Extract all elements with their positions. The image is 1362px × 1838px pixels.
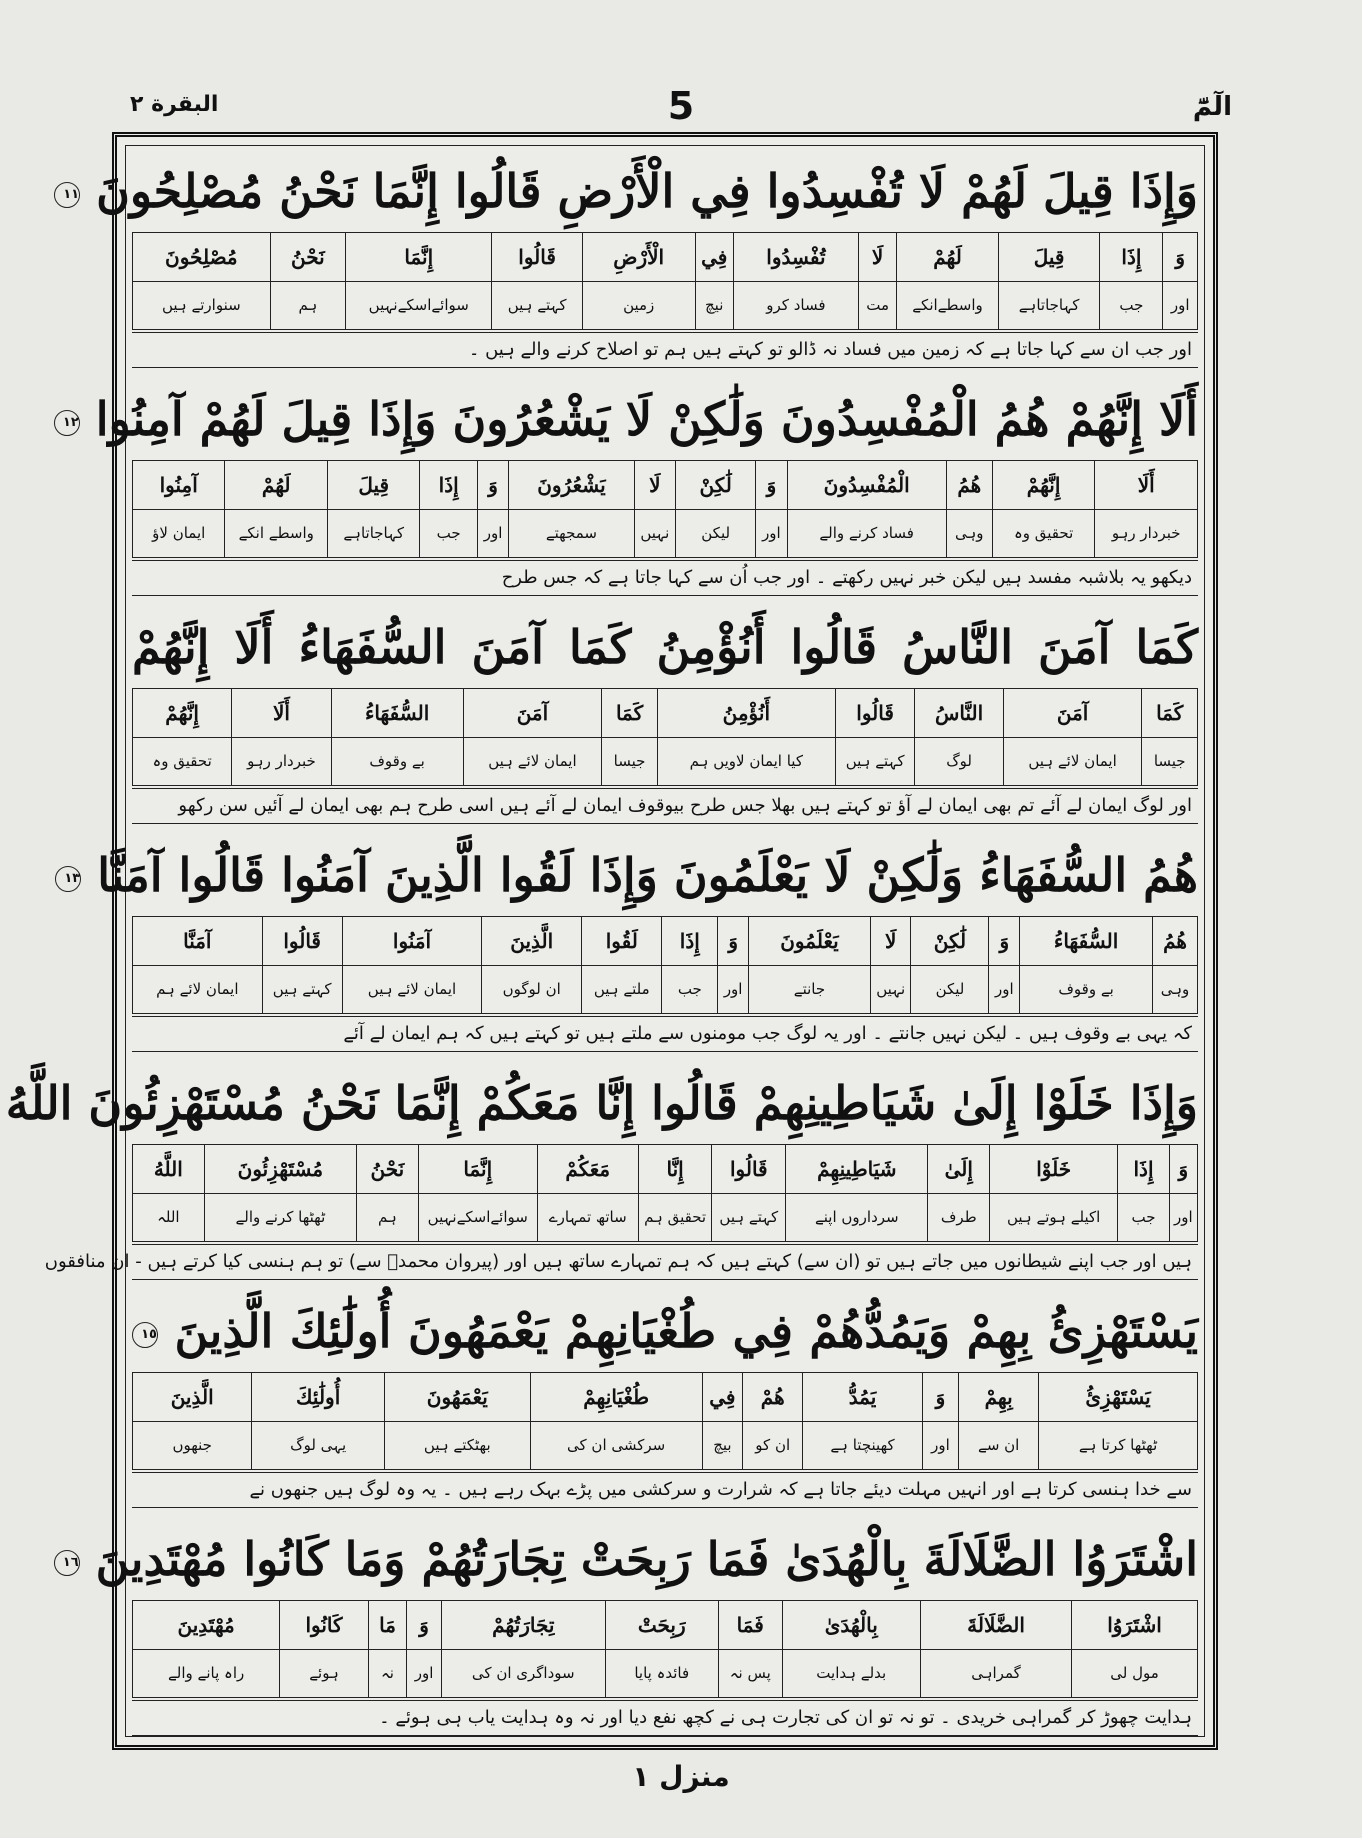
word-arabic: آمَنُوا <box>343 917 482 966</box>
word-urdu-meaning: اور <box>483 524 503 543</box>
arabic-verse <box>5 1064 1198 1142</box>
arabic-verse-text: اشْتَرَوُا الضَّلَالَةَ بِالْهُدَىٰ فَمَا رَبِحَتْ تِجَارَتُهُمْ وَمَا كَانُوا مُهْتَدِينَ <box>95 1532 1198 1586</box>
word-urdu-meaning: فساد کرنے والے <box>819 524 914 543</box>
word-arabic: وَ <box>1163 233 1197 282</box>
word-cell <box>989 1145 1117 1241</box>
urdu-translation: کہ یہی بے وقوف ہیں ۔ لیکن نہیں جانتے ۔ اور یہ لوگ جب مومنوں سے ملتے ہیں تو کہتے ہیں کہ ہم ایمان لے آئے <box>132 1016 1198 1052</box>
word-urdu-meaning: راہ پانے والے <box>168 1664 245 1683</box>
word-cell <box>133 917 262 1013</box>
word-urdu-meaning: مت <box>866 296 889 315</box>
arabic-verse <box>132 608 1198 686</box>
word-arabic: مُصْلِحُونَ <box>133 233 270 282</box>
word-urdu-meaning: کیا ایمان لاویں ہم <box>689 752 803 771</box>
word-cell <box>582 233 695 329</box>
word-cell <box>279 1601 368 1697</box>
verse-section <box>63 152 1204 380</box>
word-urdu-meaning: نہیں <box>876 980 906 999</box>
word-arabic: إِذَا <box>420 461 476 510</box>
word-urdu-meaning: ہم <box>298 296 318 315</box>
arabic-verse <box>62 1520 1198 1598</box>
word-cell <box>508 461 633 557</box>
word-arabic: لَٰكِنْ <box>676 461 755 510</box>
word-arabic: وَ <box>718 917 748 966</box>
word-arabic: يَعْلَمُونَ <box>749 917 870 966</box>
word-cell <box>481 917 581 1013</box>
arabic-verse <box>62 380 1198 458</box>
word-arabic: كَمَا <box>1142 689 1197 738</box>
word-arabic: إِنَّا <box>639 1145 712 1194</box>
word-arabic: قَالُوا <box>263 917 342 966</box>
word-urdu-meaning: لیکن <box>701 524 731 543</box>
word-arabic: كَانُوا <box>280 1601 368 1650</box>
word-urdu-meaning: ان سے <box>978 1436 1020 1455</box>
word-arabic: إِذَا <box>1100 233 1162 282</box>
word-urdu-meaning: اور <box>723 980 743 999</box>
word-urdu-meaning: نیچ <box>704 296 724 315</box>
word-arabic: فِي <box>696 233 733 282</box>
word-cell <box>1071 1601 1197 1697</box>
word-urdu-meaning: اور <box>931 1436 950 1455</box>
word-cell <box>262 917 342 1013</box>
word-cell <box>638 1145 712 1241</box>
word-arabic: مُهْتَدِينَ <box>133 1601 279 1650</box>
word-urdu-meaning: بے وقوف <box>1058 980 1114 999</box>
word-urdu-meaning: جب <box>677 980 702 999</box>
word-cell <box>441 1601 605 1697</box>
word-cell <box>133 1601 279 1697</box>
word-arabic: طُغْيَانِهِمْ <box>531 1373 702 1422</box>
word-by-word-grid <box>132 460 1198 558</box>
arabic-verse-text: يَسْتَهْزِئُ بِهِمْ وَيَمُدُّهُمْ فِي طُغْيَانِهِمْ يَعْمَهُونَ أُولَٰئِكَ الَّذِينَ <box>174 1304 1198 1358</box>
word-cell <box>755 461 786 557</box>
word-arabic: مُسْتَهْزِئُونَ <box>205 1145 356 1194</box>
word-cell <box>835 689 915 785</box>
word-cell <box>920 1601 1071 1697</box>
word-by-word-grid <box>132 232 1198 330</box>
word-arabic: يَمُدُّ <box>803 1373 921 1422</box>
word-arabic: وَ <box>923 1373 959 1422</box>
arabic-verse-text: هُمُ السُّفَهَاءُ وَلَٰكِنْ لَا يَعْلَمُونَ وَإِذَا لَقُوا الَّذِينَ آمَنُوا قَالُوا آمَنَّا <box>97 848 1198 902</box>
word-arabic: اللَّهُ <box>133 1145 204 1194</box>
word-cell <box>530 1373 702 1469</box>
word-arabic: آمَنَ <box>464 689 602 738</box>
word-urdu-meaning: کہاجاتاہے <box>343 524 405 543</box>
word-urdu-meaning: ساتھ تمہارے <box>548 1208 627 1227</box>
word-urdu-meaning: اور <box>1174 1208 1193 1227</box>
word-urdu-meaning: اللہ <box>157 1208 180 1227</box>
word-cell <box>870 917 911 1013</box>
word-urdu-meaning: اور <box>762 524 781 543</box>
verse-section <box>62 380 1204 608</box>
word-urdu-meaning: وہی <box>1160 980 1190 999</box>
word-cell <box>601 689 657 785</box>
word-arabic: مَا <box>369 1601 407 1650</box>
ayah-number-marker: ١١ <box>54 182 80 208</box>
word-urdu-meaning: لیکن <box>935 980 965 999</box>
word-urdu-meaning: سنوارتے ہیں <box>161 296 241 315</box>
verse-section <box>126 1292 1204 1520</box>
word-cell <box>1162 233 1197 329</box>
word-urdu-meaning: جب <box>436 524 461 543</box>
word-arabic: لَا <box>859 233 896 282</box>
word-cell <box>695 233 733 329</box>
word-cell <box>661 917 717 1013</box>
word-urdu-meaning: سرداروں اپنے <box>814 1208 899 1227</box>
word-urdu-meaning: پس نہ <box>729 1664 771 1683</box>
word-cell <box>1141 689 1197 785</box>
word-arabic: الضَّلَالَةَ <box>921 1601 1071 1650</box>
word-urdu-meaning: اکیلے ہوتے ہیں <box>1006 1208 1101 1227</box>
word-arabic: آمَنَ <box>1004 689 1142 738</box>
word-cell <box>133 233 270 329</box>
word-cell <box>1094 461 1197 557</box>
word-cell <box>914 689 1002 785</box>
word-cell <box>998 233 1100 329</box>
word-cell <box>251 1373 384 1469</box>
word-cell <box>675 461 755 557</box>
urdu-translation: اور لوگ ایمان لے آئے تم بھی ایمان لے آؤ تو کہتے ہیں بھلا جس طرح بیوقوف ایمان لے آئے ہیں اسی طرح ہم بھی ایمان لے آئیں سن رکھو <box>132 788 1198 824</box>
word-cell <box>406 1601 441 1697</box>
word-cell <box>717 917 748 1013</box>
word-arabic: الَّذِينَ <box>482 917 581 966</box>
word-urdu-meaning: کہاجاتاہے <box>1018 296 1080 315</box>
word-cell <box>491 233 581 329</box>
word-urdu-meaning: سمجھتے <box>545 524 597 543</box>
word-arabic: السُّفَهَاءُ <box>1020 917 1152 966</box>
word-arabic: السُّفَهَاءُ <box>332 689 463 738</box>
word-arabic: لَٰكِنْ <box>911 917 988 966</box>
arabic-verse <box>132 1292 1198 1370</box>
word-cell <box>356 1145 418 1241</box>
word-urdu-meaning: خبردار رہو <box>1111 524 1181 543</box>
word-arabic: فَمَا <box>719 1601 782 1650</box>
word-arabic: أُولَٰئِكَ <box>252 1373 384 1422</box>
content-area <box>5 145 1205 1737</box>
word-arabic: يَعْمَهُونَ <box>385 1373 530 1422</box>
word-cell <box>231 689 330 785</box>
word-arabic: الَّذِينَ <box>133 1373 251 1422</box>
word-urdu-meaning: واسطے انکے <box>238 524 314 543</box>
urdu-translation: ہیں اور جب اپنے شیطانوں میں جاتے ہیں تو (ان سے) کہتے ہیں کہ ہم تمہارے ساتھ ہیں اور (پیروان محمدؐ سے) تو ہم ہنسی کیا کرتے ہیں - ان منافقوں <box>132 1244 1198 1280</box>
word-urdu-meaning: کہتے ہیں <box>507 296 567 315</box>
word-by-word-grid <box>132 916 1198 1014</box>
word-arabic: قَالُوا <box>836 689 915 738</box>
word-arabic: لَهُمْ <box>225 461 327 510</box>
urdu-translation: سے خدا ہنسی کرتا ہے اور انہیں مہلت دیئے جاتا ہے کہ شرارت و سرکشی میں پڑے بہک رہے ہیں ۔ یہ وہ لوگ ہیں جنھوں نے <box>132 1472 1198 1508</box>
word-urdu-meaning: جنھوں <box>172 1436 212 1455</box>
word-cell <box>133 1373 251 1469</box>
word-urdu-meaning: ملتے ہیں <box>593 980 650 999</box>
word-urdu-meaning: بے وقوف <box>369 752 425 771</box>
word-urdu-meaning: ٹھٹھا کرتا ہے <box>1078 1436 1158 1455</box>
word-cell <box>1038 1373 1197 1469</box>
word-urdu-meaning: لوگ <box>946 752 972 771</box>
ayah-number-marker: ١٥ <box>132 1322 158 1348</box>
arabic-verse-text: وَإِذَا خَلَوْا إِلَىٰ شَيَاطِينِهِمْ قَالُوا إِنَّا مَعَكُمْ إِنَّمَا نَحْنُ مُسْتَهْزِئُونَ اللَّهُ <box>5 1076 1198 1130</box>
word-arabic: إِذَا <box>1118 1145 1168 1194</box>
word-arabic: إِنَّهُمْ <box>993 461 1095 510</box>
word-arabic: النَّاسُ <box>915 689 1002 738</box>
word-urdu-meaning: فائدہ پایا <box>634 1664 690 1683</box>
word-urdu-meaning: کہتے ہیں <box>719 1208 779 1227</box>
word-arabic: هُمُ <box>1153 917 1197 966</box>
word-cell <box>581 917 661 1013</box>
word-arabic: لَا <box>871 917 911 966</box>
word-cell <box>537 1145 638 1241</box>
word-arabic: شَيَاطِينِهِمْ <box>786 1145 927 1194</box>
word-arabic: قَالُوا <box>492 233 581 282</box>
word-urdu-meaning: طرف <box>940 1208 977 1227</box>
word-urdu-meaning: واسطےانکے <box>912 296 983 315</box>
word-arabic: أَلَا <box>1095 461 1197 510</box>
word-urdu-meaning: سوائےاسکےنہیں <box>427 1208 528 1227</box>
word-cell <box>858 233 896 329</box>
word-urdu-meaning: ہم <box>378 1208 397 1227</box>
word-arabic: الْمُفْسِدُونَ <box>788 461 946 510</box>
word-cell <box>1169 1145 1197 1241</box>
word-arabic: إِنَّهُمْ <box>133 689 231 738</box>
arabic-verse-text: أَلَا إِنَّهُمْ هُمُ الْمُفْسِدُونَ وَلَٰكِنْ لَا يَشْعُرُونَ وَإِذَا قِيلَ لَهُمْ آمِنُوا <box>95 392 1198 446</box>
word-cell <box>327 461 419 557</box>
word-cell <box>270 233 346 329</box>
page-number: 5 <box>667 84 695 128</box>
word-arabic: أَلَا <box>232 689 330 738</box>
word-cell <box>1003 689 1142 785</box>
arabic-verse <box>64 836 1198 914</box>
word-arabic: نَحْنُ <box>357 1145 418 1194</box>
word-arabic: بِهِمْ <box>959 1373 1038 1422</box>
word-cell <box>657 689 835 785</box>
word-cell <box>992 461 1095 557</box>
word-cell <box>204 1145 356 1241</box>
word-urdu-meaning: بھٹکتے ہیں <box>423 1436 491 1455</box>
word-urdu-meaning: وہی <box>954 524 984 543</box>
word-cell <box>782 1601 921 1697</box>
word-urdu-meaning: مول لی <box>1110 1664 1159 1683</box>
word-cell <box>702 1373 742 1469</box>
word-arabic: مَعَكُمْ <box>538 1145 638 1194</box>
word-urdu-meaning: ٹھٹھا کرنے والے <box>235 1208 326 1227</box>
ayah-number-marker: ١٦ <box>54 1550 80 1576</box>
word-arabic: كَمَا <box>602 689 657 738</box>
word-arabic: لَقُوا <box>582 917 661 966</box>
manzil-label: منزل ١ <box>632 1760 730 1793</box>
word-arabic: خَلَوْا <box>990 1145 1117 1194</box>
word-cell <box>785 1145 927 1241</box>
word-urdu-meaning: خبردار رہو <box>247 752 316 771</box>
word-cell <box>1019 917 1152 1013</box>
verse-section <box>62 1520 1204 1748</box>
word-arabic: إِنَّمَا <box>346 233 491 282</box>
word-urdu-meaning: بیچ <box>713 1436 732 1455</box>
word-cell <box>634 461 676 557</box>
juz-name: الٓمّٓ <box>1192 92 1232 122</box>
word-urdu-meaning: جیسا <box>613 752 646 771</box>
word-cell <box>384 1373 530 1469</box>
word-arabic: يَسْتَهْزِئُ <box>1039 1373 1197 1422</box>
word-cell <box>718 1601 782 1697</box>
urdu-translation: دیکھو یہ بلاشبہ مفسد ہیں لیکن خبر نہیں رکھتے ۔ اور جب اُن سے کہا جاتا ہے کہ جس طرح <box>132 560 1198 596</box>
word-arabic: وَ <box>478 461 508 510</box>
word-cell <box>988 917 1019 1013</box>
word-urdu-meaning: جانتے <box>793 980 826 999</box>
word-urdu-meaning: ایمان لائے ہم <box>156 980 239 999</box>
word-urdu-meaning: فساد کرو <box>766 296 826 315</box>
word-arabic: وَ <box>1170 1145 1197 1194</box>
word-urdu-meaning: یہی لوگ <box>290 1436 347 1455</box>
word-arabic: يَشْعُرُونَ <box>509 461 633 510</box>
page-frame <box>5 132 1218 1750</box>
word-cell <box>1152 917 1197 1013</box>
word-arabic: وَ <box>407 1601 441 1650</box>
word-urdu-meaning: گمراہی <box>971 1664 1021 1683</box>
word-by-word-grid <box>132 1144 1198 1242</box>
word-urdu-meaning: ایمان لائے ہیں <box>367 980 457 999</box>
word-cell <box>910 917 988 1013</box>
word-arabic: لَهُمْ <box>897 233 998 282</box>
word-by-word-grid <box>132 1372 1198 1470</box>
word-urdu-meaning: کہتے ہیں <box>845 752 905 771</box>
word-urdu-meaning: زمین <box>623 296 655 315</box>
word-cell <box>927 1145 989 1241</box>
word-urdu-meaning: جب <box>1131 1208 1156 1227</box>
word-urdu-meaning: ان کو <box>755 1436 791 1455</box>
word-cell <box>418 1145 537 1241</box>
word-cell <box>946 461 992 557</box>
word-arabic: الْأَرْضِ <box>583 233 695 282</box>
word-cell <box>133 1145 204 1241</box>
word-urdu-meaning: ایمان لائے ہیں <box>488 752 577 771</box>
word-arabic: لَا <box>635 461 676 510</box>
word-urdu-meaning: ایمان لاؤ <box>152 524 206 543</box>
word-urdu-meaning: اور <box>994 980 1014 999</box>
word-cell <box>342 917 482 1013</box>
word-urdu-meaning: جیسا <box>1153 752 1186 771</box>
word-arabic: بِالْهُدَىٰ <box>783 1601 921 1650</box>
word-cell <box>733 233 858 329</box>
word-arabic: قِيلَ <box>999 233 1100 282</box>
word-arabic: آمِنُوا <box>133 461 224 510</box>
word-cell <box>958 1373 1038 1469</box>
surah-name: البقرة ٢ <box>130 92 219 117</box>
word-urdu-meaning: کھینچتا ہے <box>830 1436 895 1455</box>
word-arabic: اشْتَرَوُا <box>1072 1601 1197 1650</box>
word-urdu-meaning: سوائےاسکےنہیں <box>368 296 469 315</box>
word-arabic: نَحْنُ <box>271 233 346 282</box>
word-urdu-meaning: نہ <box>381 1664 394 1683</box>
arabic-verse-text: كَمَا آمَنَ النَّاسُ قَالُوا أَنُؤْمِنُ كَمَا آمَنَ السُّفَهَاءُ أَلَا إِنَّهُمْ <box>132 620 1198 674</box>
word-arabic: آمَنَّا <box>133 917 262 966</box>
word-by-word-grid <box>132 1600 1198 1698</box>
word-arabic: تِجَارَتُهُمْ <box>442 1601 605 1650</box>
verse-section <box>126 608 1204 836</box>
word-urdu-meaning: ہوئے <box>309 1664 339 1683</box>
verse-section <box>64 836 1204 1064</box>
word-by-word-grid <box>132 688 1198 786</box>
word-cell <box>419 461 476 557</box>
word-urdu-meaning: سوداگری ان کی <box>471 1664 575 1683</box>
word-cell <box>802 1373 921 1469</box>
arabic-verse-text: وَإِذَا قِيلَ لَهُمْ لَا تُفْسِدُوا فِي الْأَرْضِ قَالُوا إِنَّمَا نَحْنُ مُصْلِحُونَ <box>96 164 1198 218</box>
word-urdu-meaning: بدلے ہدایت <box>816 1664 887 1683</box>
word-urdu-meaning: نہیں <box>640 524 670 543</box>
word-arabic: هُمْ <box>743 1373 802 1422</box>
word-urdu-meaning: تحقیق ہم <box>644 1208 707 1227</box>
verse-section <box>5 1064 1204 1292</box>
word-arabic: وَ <box>756 461 786 510</box>
word-cell <box>224 461 327 557</box>
word-urdu-meaning: تحقیق وہ <box>1013 524 1074 543</box>
word-arabic: إِذَا <box>662 917 717 966</box>
urdu-translation: اور جب ان سے کہا جاتا ہے کہ زمین میں فساد نہ ڈالو تو کہتے ہیں ہم تو اصلاح کرنے والے ہیں ۔ <box>132 332 1198 368</box>
word-arabic: تُفْسِدُوا <box>734 233 858 282</box>
word-cell <box>345 233 491 329</box>
word-urdu-meaning: تحقیق وہ <box>152 752 212 771</box>
word-cell <box>1117 1145 1168 1241</box>
word-cell <box>1099 233 1162 329</box>
word-arabic: قَالُوا <box>712 1145 785 1194</box>
word-urdu-meaning: ان لوگوں <box>502 980 561 999</box>
ayah-number-marker: ١٣ <box>55 866 81 892</box>
word-cell <box>605 1601 719 1697</box>
urdu-translation: ہدایت چھوڑ کر گمراہی خریدی ۔ تو نہ تو ان کی تجارت ہی نے کچھ نفع دیا اور نہ وہ ہدایت یاب ہی ہوئے ۔ <box>132 1700 1198 1736</box>
word-arabic: إِنَّمَا <box>419 1145 537 1194</box>
word-urdu-meaning: کہتے ہیں <box>272 980 332 999</box>
word-urdu-meaning: جب <box>1119 296 1144 315</box>
word-arabic: هُمُ <box>947 461 992 510</box>
word-arabic: قِيلَ <box>328 461 419 510</box>
word-cell <box>331 689 463 785</box>
ayah-number-marker: ١٢ <box>54 410 80 436</box>
word-cell <box>133 689 231 785</box>
word-cell <box>922 1373 959 1469</box>
word-cell <box>463 689 602 785</box>
word-urdu-meaning: اور <box>414 1664 434 1683</box>
arabic-verse <box>63 152 1198 230</box>
word-urdu-meaning: سرکشی ان کی <box>567 1436 666 1455</box>
word-urdu-meaning: اور <box>1170 296 1190 315</box>
word-cell <box>477 461 508 557</box>
word-arabic: وَ <box>989 917 1019 966</box>
word-cell <box>711 1145 785 1241</box>
word-cell <box>368 1601 407 1697</box>
word-urdu-meaning: ایمان لائے ہیں <box>1028 752 1117 771</box>
word-cell <box>742 1373 802 1469</box>
word-cell <box>133 461 224 557</box>
word-cell <box>896 233 998 329</box>
word-arabic: رَبِحَتْ <box>606 1601 719 1650</box>
word-cell <box>787 461 946 557</box>
word-cell <box>748 917 870 1013</box>
word-arabic: أَنُؤْمِنُ <box>658 689 835 738</box>
word-arabic: إِلَىٰ <box>928 1145 989 1194</box>
word-arabic: فِي <box>703 1373 742 1422</box>
